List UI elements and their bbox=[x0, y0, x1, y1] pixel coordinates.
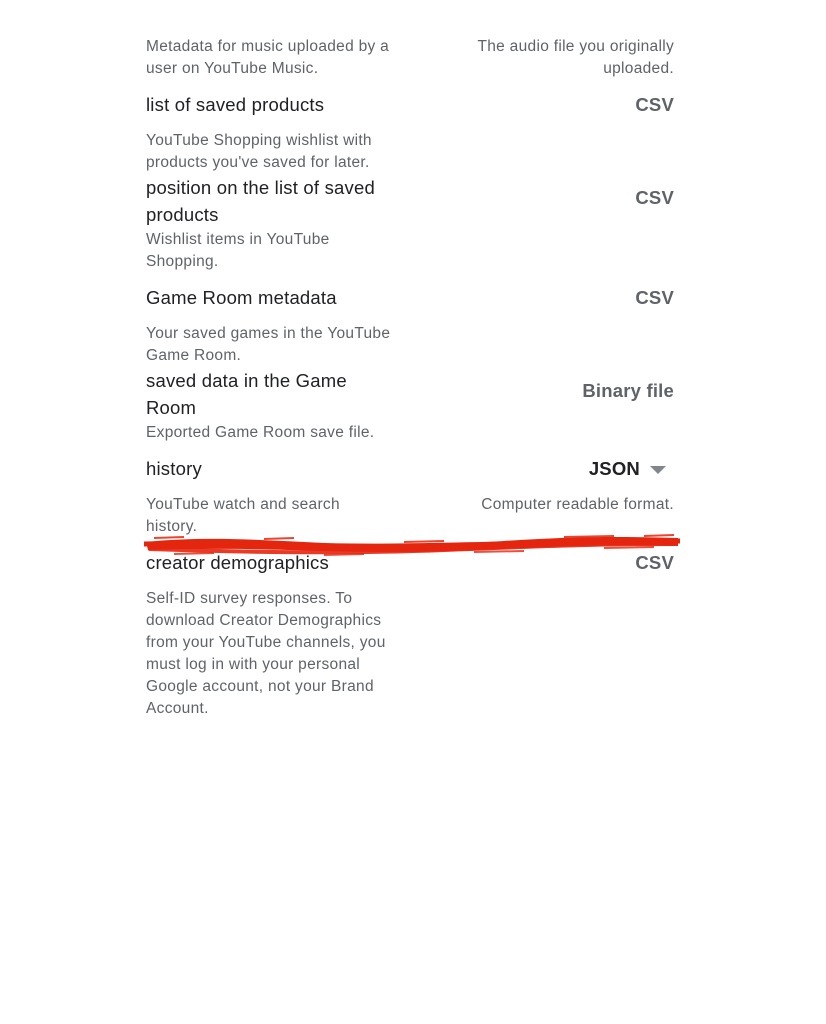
format-label: CSV bbox=[635, 187, 674, 208]
item-title: Game Room metadata bbox=[146, 287, 337, 308]
format-note: The audio file you originally uploaded. bbox=[477, 38, 674, 77]
format-label: Binary file bbox=[582, 380, 674, 401]
item-description: YouTube watch and search history. bbox=[146, 496, 340, 535]
format-label: CSV bbox=[635, 552, 674, 573]
item-description: Metadata for music uploaded by a user on YouTube Music. bbox=[146, 38, 390, 77]
format-dropdown-label: JSON bbox=[588, 458, 640, 479]
caret-down-icon bbox=[650, 466, 666, 474]
item-description: YouTube Shopping wishlist with products you've saved for later. bbox=[146, 132, 372, 171]
red-scribble-mark bbox=[144, 532, 680, 558]
item-title: list of saved products bbox=[146, 94, 325, 115]
item-title: saved data in the Game Room bbox=[146, 370, 347, 418]
item-description: Self-ID survey responses. To download Creator Demographics from your YouTube channels, you must log in with your personal Google account, not your Brand Account. bbox=[146, 590, 386, 717]
item-description: Wishlist items in YouTube Shopping. bbox=[146, 231, 330, 270]
item-title: position on the list of saved products bbox=[146, 177, 375, 225]
item-title: creator demographics bbox=[146, 552, 329, 573]
item-title: history bbox=[146, 458, 202, 479]
item-description: Your saved games in the YouTube Game Room. bbox=[146, 325, 391, 364]
format-label: CSV bbox=[635, 94, 674, 115]
format-dropdown[interactable] bbox=[589, 455, 666, 482]
format-note: Computer readable format. bbox=[481, 496, 674, 513]
format-label: CSV bbox=[635, 287, 674, 308]
item-description: Exported Game Room save file. bbox=[146, 424, 375, 441]
